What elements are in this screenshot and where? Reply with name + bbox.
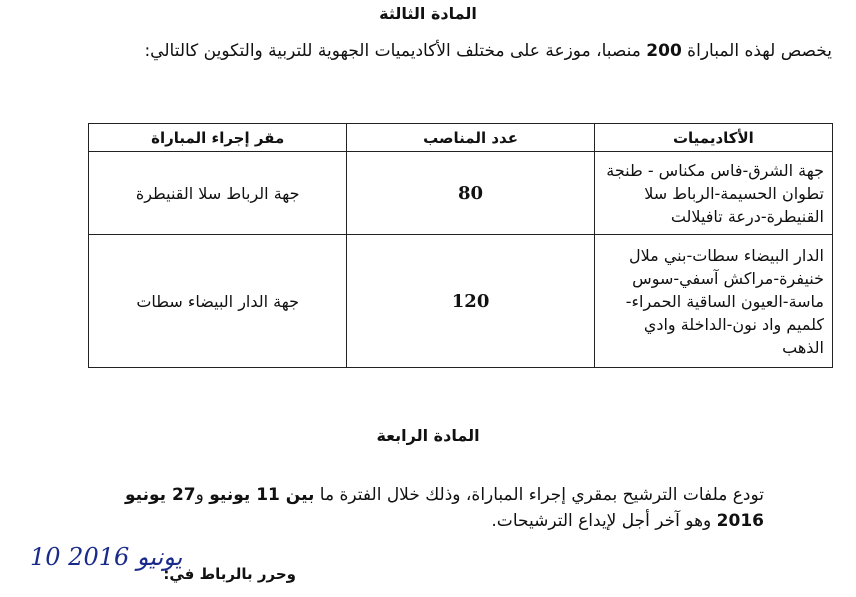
article-4-title: المادة الرابعة <box>376 426 480 445</box>
article-4-text-a: تودع ملفات الترشيح بمقري إجراء المباراة، وذلك خلال الفترة ما <box>314 485 764 505</box>
intro-text-before: يخصص لهذه المباراة <box>681 41 832 61</box>
period-end: 27 يونيو 2016 <box>124 485 764 531</box>
intro-text-after: منصبا، موزعة على مختلف الأكاديميات الجهوية للتربية والتكوين كالتالي: <box>144 41 647 61</box>
signed-at-label: وحرر بالرباط في: <box>163 565 296 583</box>
article-3-title: المادة الثالثة <box>379 4 477 23</box>
article-4-text <box>100 482 764 534</box>
row-venue: جهة الرباط سلا القنيطرة <box>89 152 347 235</box>
total-posts: 200 <box>646 41 682 61</box>
row-academies: جهة الشرق-فاس مكناس - طنجة تطوان الحسيمة-الرباط سلا القنيطرة-درعة تافيلالت <box>594 152 832 235</box>
row-academies: الدار البيضاء سطات-بني ملال خنيفرة-مراكش آسفي-سوس ماسة-العيون الساقية الحمراء-كلميم واد نون-الداخلة وادي الذهب <box>594 235 832 368</box>
handwritten-date: 10 يونيو 2016 <box>30 543 183 571</box>
row-venue: جهة الدار البيضاء سطات <box>89 235 347 368</box>
article-4-text-c: و <box>195 485 210 505</box>
header-venue: مقر إجراء المباراة <box>89 124 347 152</box>
posts-table <box>88 123 833 368</box>
table-row <box>89 235 833 368</box>
row-posts: 120 <box>347 235 594 368</box>
header-posts: عدد المناصب <box>347 124 594 152</box>
header-academies: الأكاديميات <box>594 124 832 152</box>
table-row <box>89 152 833 235</box>
period-start: بين 11 يونيو <box>209 485 315 505</box>
article-4-text-e: وهو آخر أجل لإيداع الترشيحات. <box>491 511 717 531</box>
table-header-row <box>89 124 833 152</box>
row-posts: 80 <box>347 152 594 235</box>
article-3-intro <box>56 40 832 63</box>
